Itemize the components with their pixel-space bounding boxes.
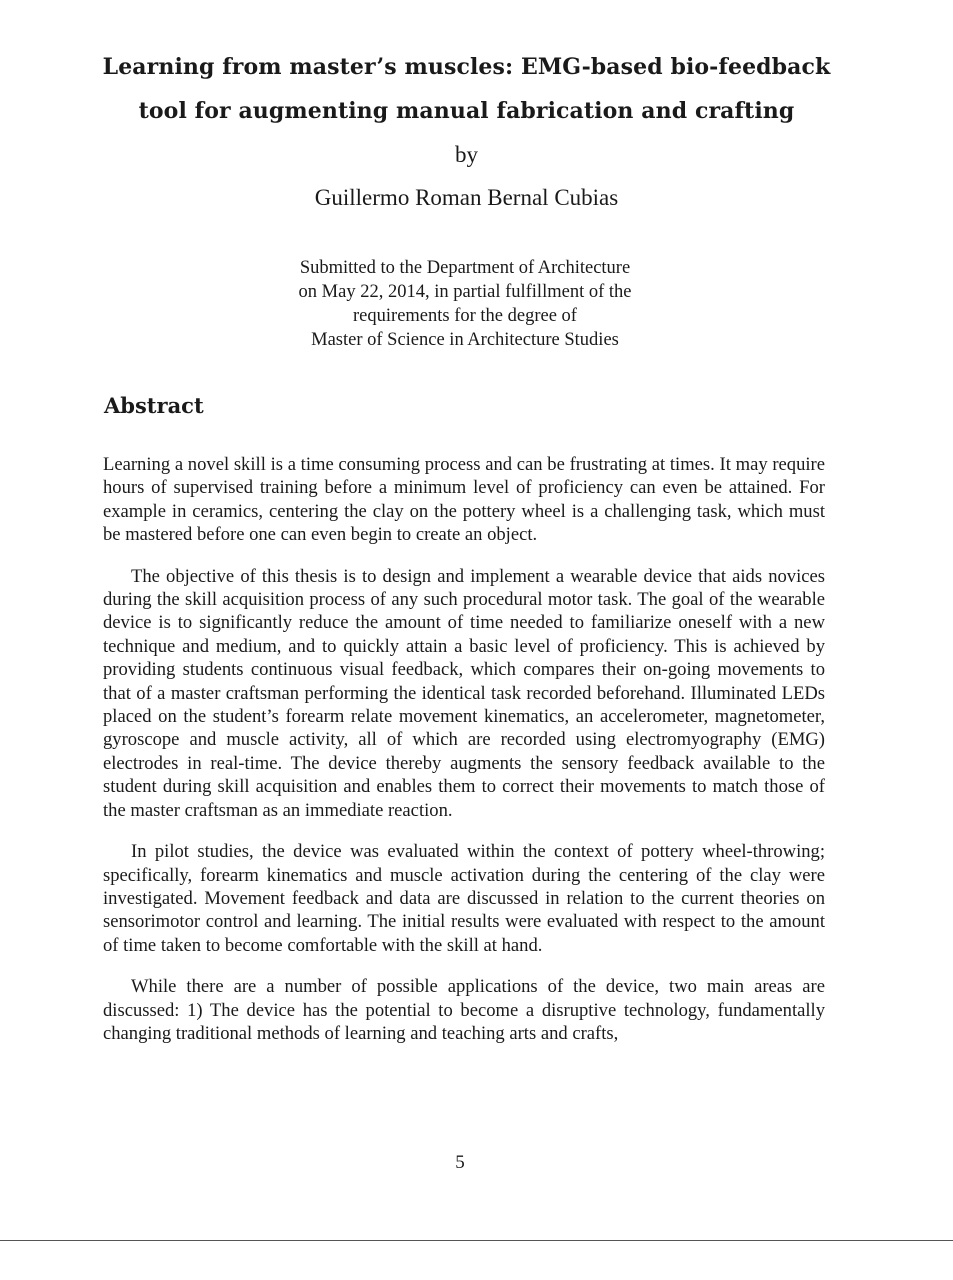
abstract-paragraph-3: In pilot studies, the device was evaluated within the context of pottery wheel-throwing; specifically, forearm kinematics and muscle activation during the centering of the clay were investigated. Movement feedback and data are discussed in relation to the current theories on sensorimotor control and learning. The initial results were evaluated with respect to the amount of time taken to become comfortable with the skill at hand. <box>103 841 825 956</box>
author-name: Guillermo Roman Bernal Cubias <box>314 185 619 210</box>
abstract-paragraph-1: Learning a novel skill is a time consuming process and can be frustrating at times. It may require hours of supervised training before a minimum level of proficiency can even be attained. For example in ceramics, centering the clay on the pottery wheel is a challenging task, which must be mastered before one can even begin to create an object. <box>103 454 825 546</box>
submission-line-2: on May 22, 2014, in partial fulfillment of the <box>298 282 632 302</box>
bottom-divider <box>0 1240 953 1241</box>
thesis-title <box>60 45 873 133</box>
page-number: 5 <box>455 1152 465 1173</box>
submission-line-1: Submitted to the Department of Architecture <box>299 258 631 278</box>
abstract-paragraph-4: While there are a number of possible applications of the device, two main areas are discussed: 1) The device has the potential to become a disruptive technology, fundamentally changing traditional methods of learning and teaching arts and crafts, <box>103 976 825 1044</box>
thesis-title-line-1: Learning from master’s muscles: EMG-based bio-feedback <box>102 54 831 80</box>
submission-statement <box>200 256 730 352</box>
thesis-title-line-2: tool for augmenting manual fabrication and crafting <box>138 98 795 124</box>
abstract-paragraph-2: The objective of this thesis is to design and implement a wearable device that aids novices during the skill acquisition process of any such procedural motor task. The goal of the wearable device is to significantly reduce the amount of time needed to familiarize oneself with a new technique and medium, and to quickly attain a basic level of proficiency. This is achieved by providing students continuous visual feedback, which compares their on-going movements to that of a master craftsman performing the identical task recorded beforehand. Illuminated LEDs placed on the student’s forearm relate movement kinematics, an accelerometer, magnetometer, gyroscope and muscle activity, all of which are recorded using electromyography (EMG) electrodes in real-time. The device thereby augments the sensory feedback available to the student during skill acquisition and enables them to correct their movements to match those of the master craftsman as an immediate reaction. <box>103 565 825 821</box>
submission-line-4: Master of Science in Architecture Studies <box>311 330 619 350</box>
abstract-body <box>103 453 825 1063</box>
submission-line-3: requirements for the degree of <box>353 306 577 326</box>
abstract-heading: Abstract <box>104 393 204 418</box>
by-label: by <box>455 142 478 167</box>
